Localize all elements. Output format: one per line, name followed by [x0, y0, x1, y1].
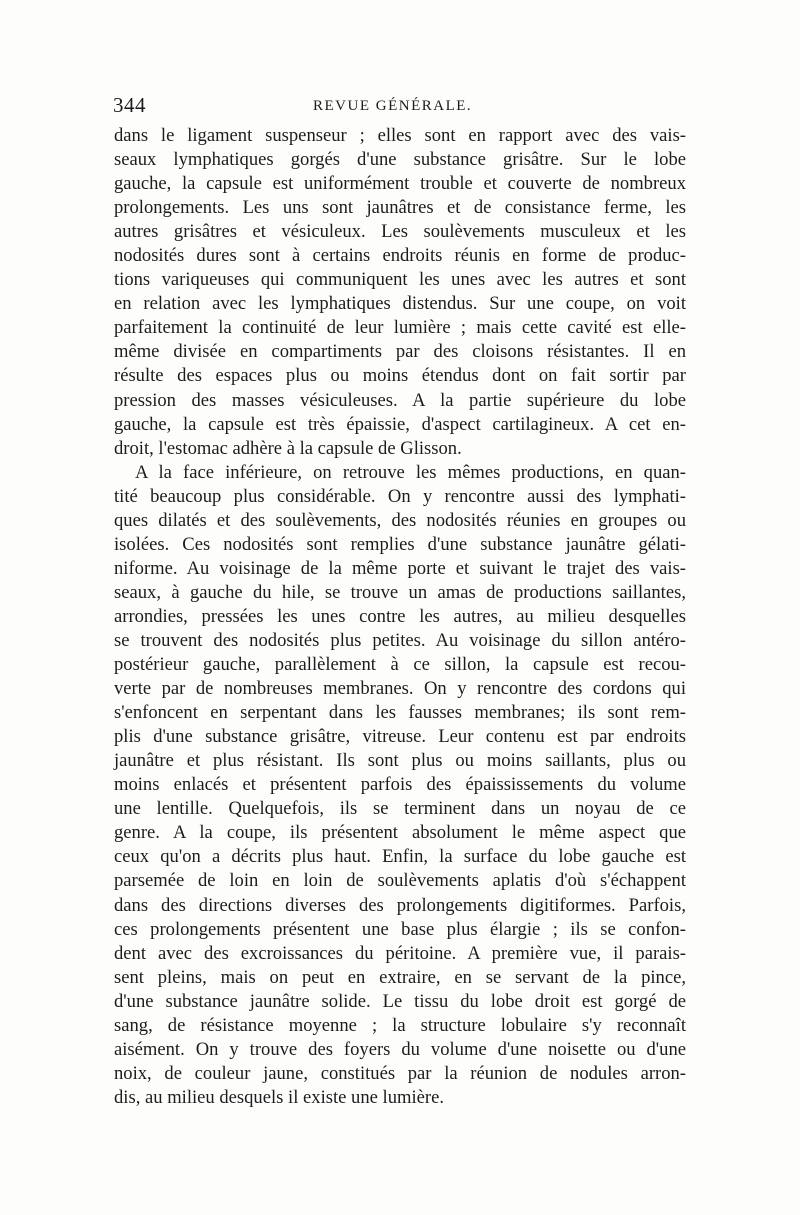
running-head [113, 93, 685, 117]
text-line: genre. A la coupe, ils présentent absolument le même aspect que [114, 822, 686, 844]
text-line: autres grisâtres et vésiculeux. Les soulèvements musculeux et les [114, 221, 686, 243]
text-line: s'enfoncent en serpentant dans les fausses membranes; ils sont rem- [114, 702, 686, 724]
text-line: pression des masses vésiculeuses. A la partie supérieure du lobe [114, 389, 686, 411]
text-line: verte par de nombreuses membranes. On y rencontre des cordons qui [114, 678, 686, 700]
text-line: plis d'une substance grisâtre, vitreuse. Leur contenu est par endroits [114, 726, 686, 748]
text-line: une lentille. Quelquefois, ils se terminent dans un noyau de ce [114, 798, 686, 820]
paragraph-last-line: droit, l'estomac adhère à la capsule de Glisson. [114, 437, 462, 459]
text-line: gauche, la capsule est uniformément trouble et couverte de nombreux [114, 173, 686, 195]
paragraph-last-line: dis, au milieu desquels il existe une lumière. [114, 1086, 444, 1108]
text-line: postérieur gauche, parallèlement à ce sillon, la capsule est recou- [114, 654, 686, 676]
text-line: jaunâtre et plus résistant. Ils sont plus ou moins saillants, plus ou [114, 750, 686, 772]
page-number: 344 [113, 93, 146, 117]
text-line: en relation avec les lymphatiques distendus. Sur une coupe, on voit [114, 293, 686, 315]
text-line: gauche, la capsule est très épaissie, d'aspect cartilagineux. A cet en- [114, 413, 686, 435]
text-line: tions variqueuses qui communiquent les unes avec les autres et sont [114, 269, 686, 291]
text-line: seaux, à gauche du hile, se trouve un amas de productions saillantes, [114, 581, 686, 603]
text-line: ces prolongements présentent une base plus élargie ; ils se confon- [114, 918, 686, 940]
text-line: noix, de couleur jaune, constitués par la réunion de nodules arron- [114, 1062, 686, 1084]
text-line: parfaitement la continuité de leur lumière ; mais cette cavité est elle- [114, 317, 686, 339]
text-line: se trouvent des nodosités plus petites. Au voisinage du sillon antéro- [114, 629, 686, 651]
text-line: tité beaucoup plus considérable. On y rencontre aussi des lymphati- [114, 485, 686, 507]
running-title: REVUE GÉNÉRALE. [313, 98, 473, 114]
text-line: dent avec des excroissances du péritoine. A première vue, il parais- [114, 942, 686, 964]
text-line: sang, de résistance moyenne ; la structure lobulaire s'y reconnaît [114, 1014, 686, 1036]
text-line: seaux lymphatiques gorgés d'une substance grisâtre. Sur le lobe [114, 149, 686, 171]
text-line: arrondies, pressées les unes contre les autres, au milieu desquelles [114, 605, 686, 627]
text-line: ceux qu'on a décrits plus haut. Enfin, la surface du lobe gauche est [114, 846, 686, 868]
text-line: moins enlacés et présentent parfois des épaississements du volume [114, 774, 686, 796]
text-line: dans des directions diverses des prolongements digitiformes. Parfois, [114, 894, 686, 916]
text-line: nodosités dures sont à certains endroits réunis en forme de produc- [114, 245, 686, 267]
text-line: ques dilatés et des soulèvements, des nodosités réunies en groupes ou [114, 509, 686, 531]
text-line: résulte des espaces plus ou moins étendus dont on fait sortir par [114, 365, 686, 387]
text-line: isolées. Ces nodosités sont remplies d'une substance jaunâtre gélati- [114, 533, 686, 555]
text-line: d'une substance jaunâtre solide. Le tissu du lobe droit est gorgé de [114, 990, 686, 1012]
text-line: sent pleins, mais on peut en extraire, en se servant de la pince, [114, 966, 686, 988]
text-line: niforme. Au voisinage de la même porte et suivant le trajet des vais- [114, 557, 686, 579]
text-line: dans le ligament suspenseur ; elles sont en rapport avec des vais- [114, 125, 686, 146]
paragraph-first-line: A la face inférieure, on retrouve les mêmes productions, en quan- [135, 461, 686, 483]
body-text [114, 124, 686, 1110]
text-line: parsemée de loin en loin de soulèvements aplatis d'où s'échappent [114, 870, 686, 892]
text-line: prolongements. Les uns sont jaunâtres et de consistance ferme, les [114, 197, 686, 219]
text-line: même divisée en compartiments par des cloisons résistantes. Il en [114, 341, 686, 363]
text-line: aisément. On y trouve des foyers du volume d'une noisette ou d'une [114, 1038, 686, 1060]
